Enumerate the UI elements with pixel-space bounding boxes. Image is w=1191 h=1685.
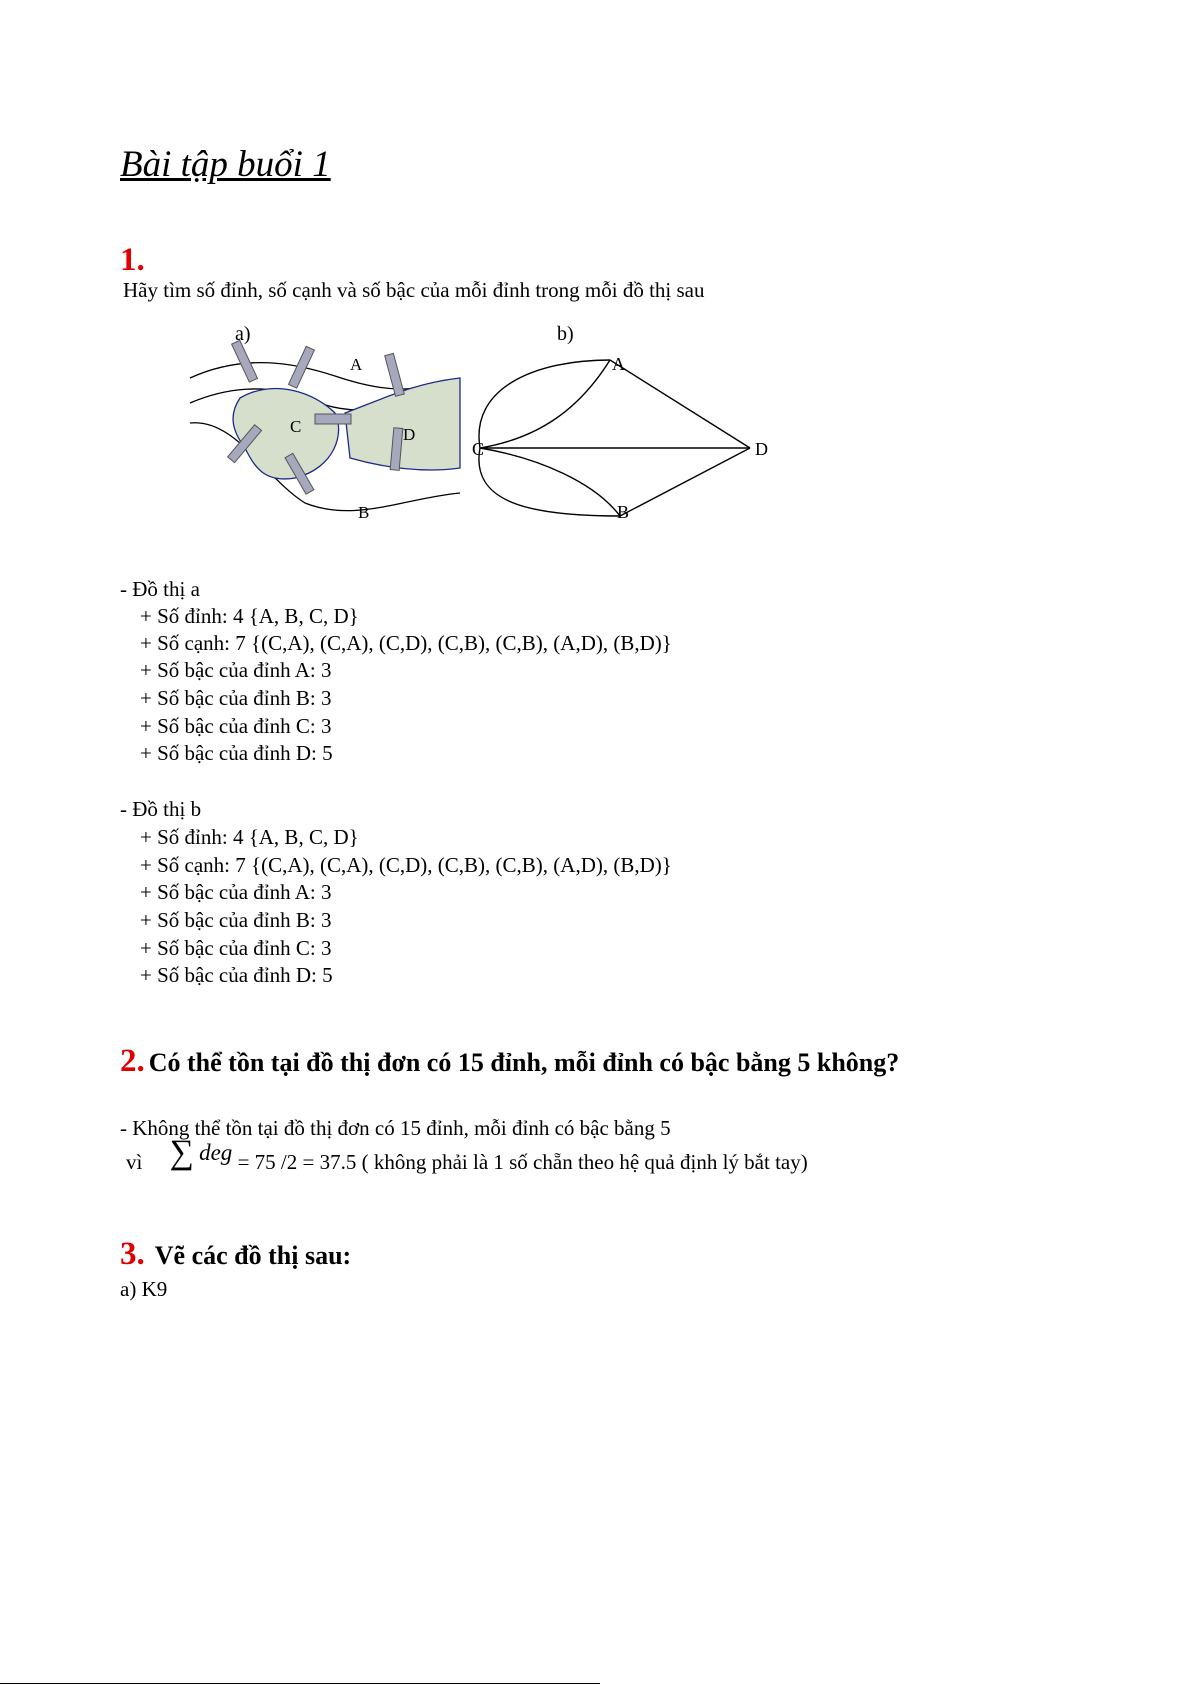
figure-a-label: a) bbox=[235, 323, 251, 345]
page-title: Bài tập buổi 1 bbox=[120, 144, 331, 185]
bridge-6 bbox=[385, 353, 405, 396]
figure-b-node-d: D bbox=[755, 439, 768, 459]
graph-a-heading: - Đồ thị a bbox=[120, 577, 200, 601]
graph-a-line: + Số bậc của đỉnh A: 3 bbox=[140, 658, 332, 682]
question-2-text: Có thể tồn tại đồ thị đơn có 15 đỉnh, mỗi đỉnh có bậc bằng 5 không? bbox=[148, 1048, 900, 1077]
figure-a-bridges bbox=[190, 323, 460, 522]
page-bottom-rule bbox=[0, 1683, 600, 1684]
graph-b-line: + Số cạnh: 7 {(C,A), (C,A), (C,D), (C,B), (C,B), (A,D), (B,D)} bbox=[140, 853, 672, 877]
sigma-symbol: ∑ bbox=[169, 1134, 194, 1171]
graph-a-line: + Số bậc của đỉnh C: 3 bbox=[140, 714, 332, 738]
graph-a-line: + Số đỉnh: 4 {A, B, C, D} bbox=[140, 604, 359, 628]
figure-a-node-c: C bbox=[290, 417, 302, 436]
figure-a-node-a: A bbox=[350, 355, 363, 374]
graph-b-heading: - Đồ thị b bbox=[120, 797, 202, 821]
question-2-answer: - Không thể tồn tại đồ thị đơn có 15 đỉnh, mỗi đỉnh có bậc bằng 5 bbox=[120, 1116, 671, 1140]
graph-a-line: + Số bậc của đỉnh D: 5 bbox=[140, 741, 333, 765]
figure-b-node-b: B bbox=[617, 502, 630, 522]
edge-a-d bbox=[610, 360, 750, 448]
question-2-header bbox=[120, 1043, 899, 1080]
graph-a-line: + Số cạnh: 7 {(C,A), (C,A), (C,D), (C,B), (C,B), (A,D), (B,D)} bbox=[140, 631, 672, 655]
figure-b-label: b) bbox=[557, 323, 574, 345]
edge-b-d bbox=[620, 448, 750, 516]
graph-b-line: + Số bậc của đỉnh D: 5 bbox=[140, 963, 333, 987]
question-3-number: 3. bbox=[120, 1236, 145, 1272]
graph-b-line: + Số bậc của đỉnh C: 3 bbox=[140, 936, 332, 960]
graph-b-line: + Số bậc của đỉnh B: 3 bbox=[140, 908, 332, 932]
bridge-1 bbox=[232, 340, 258, 382]
deg-symbol: deg bbox=[199, 1140, 233, 1165]
figure-a-node-b: B bbox=[358, 503, 370, 522]
question-1-prompt: Hãy tìm số đỉnh, số cạnh và số bậc của mỗi đỉnh trong mỗi đồ thị sau bbox=[123, 278, 705, 302]
figure-b-node-c: C bbox=[472, 439, 485, 459]
bridge-5 bbox=[315, 414, 351, 424]
question-3-item-a: a) K9 bbox=[120, 1277, 168, 1301]
graph-b-line: + Số đỉnh: 4 {A, B, C, D} bbox=[140, 825, 359, 849]
reason-prefix: vì bbox=[126, 1150, 143, 1174]
edge-c-b-1 bbox=[479, 448, 620, 516]
edge-c-a-2 bbox=[480, 360, 610, 448]
river-bank-top bbox=[190, 363, 460, 389]
figure-b-graph bbox=[472, 323, 768, 522]
figure-b-node-a: A bbox=[612, 354, 625, 374]
graph-b-line: + Số bậc của đỉnh A: 3 bbox=[140, 880, 332, 904]
question-2-number: 2. bbox=[120, 1043, 145, 1079]
figure-a-node-d: D bbox=[403, 425, 416, 444]
edge-c-a-1 bbox=[479, 360, 610, 448]
question-3-header bbox=[120, 1236, 351, 1273]
edge-c-b-2 bbox=[480, 448, 620, 516]
graph-figure bbox=[185, 318, 785, 528]
bridge-2 bbox=[288, 346, 314, 388]
question-1-number: 1. bbox=[120, 242, 145, 278]
reason-text: = 75 /2 = 37.5 ( không phải là 1 số chẵn theo hệ quả định lý bắt tay) bbox=[237, 1150, 808, 1174]
question-3-text: Vẽ các đồ thị sau: bbox=[154, 1241, 352, 1270]
graph-a-line: + Số bậc của đỉnh B: 3 bbox=[140, 686, 332, 710]
question-2-reason bbox=[126, 1134, 808, 1178]
